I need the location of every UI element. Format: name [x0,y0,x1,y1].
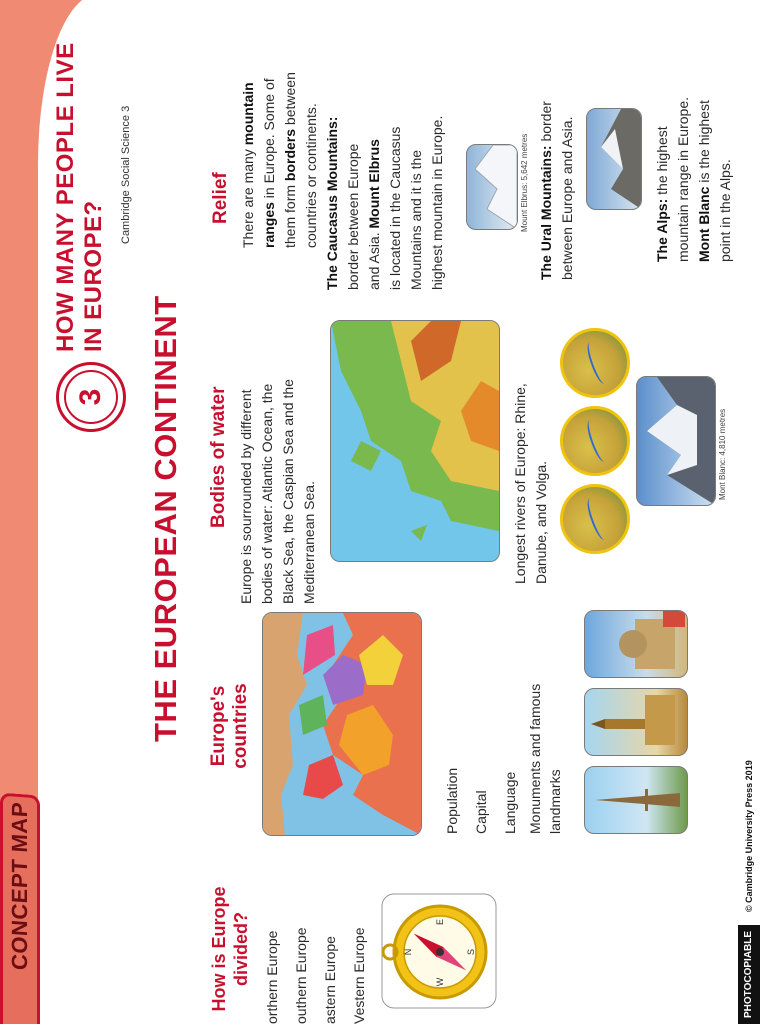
text-run: in Europe. Some of [261,78,277,203]
countries-heading-line2: countries [230,683,251,769]
list-item: Monuments and famous [527,683,543,834]
political-map-image [262,612,422,836]
mount-elbrus-caption: Mount Elbrus: 5,642 metres [520,133,529,232]
concept-map-tab: CONCEPT MAP [0,793,40,1024]
list-item: Language [502,771,518,834]
photocopiable-label: PHOTOCOPIABLE [738,925,760,1024]
alps-line [694,22,715,262]
chapter-title [52,42,108,352]
text-run: them form [282,181,298,248]
main-title: THE EUROPEAN CONTINENT [148,295,183,742]
compass-icon [380,892,498,1010]
relief-heading: Relief [210,172,231,224]
divided-heading-line2: divided? [231,912,251,987]
danube-river-map [560,406,630,476]
compass-n: N [403,948,413,956]
list-item: astern Europe [322,936,338,1024]
alps-line: point in the Alps. [717,159,733,262]
water-text-line: Mediterranean Sea. [301,481,317,604]
text-run-bold: The Caucasus Mountains: [324,116,340,290]
mont-blanc-photo [636,376,716,506]
copyright-text: © Cambridge University Press 2019 [744,760,754,912]
physical-map-image [330,320,500,562]
relief-intro-line [280,16,301,248]
rivers-text-line: Danube, and Volga. [533,461,549,584]
divided-heading-line1: How is Europe [209,886,229,1012]
countries-list [438,684,565,834]
ural-line: between Europe and Asia. [559,116,575,280]
text-run: between [282,72,298,129]
text-run: and Asia. [366,228,382,290]
chapter-title-line2: IN EUROPE? [80,200,107,352]
caucasus-line [364,50,385,290]
rhine-river-map [560,484,630,554]
eiffel-tower-photo [584,766,688,834]
ural-line [536,20,557,280]
compass-e: E [435,918,445,926]
text-run-bold: Mont Blanc [696,186,712,262]
alps-text [652,22,736,262]
countries-heading-line1: Europe's [208,685,229,767]
chapter-badge [56,362,126,432]
text-run: the highest [654,126,670,199]
list-item: Vestern Europe [351,927,367,1024]
rivers-text [510,344,552,584]
book-name: Cambridge Social Science 3 [120,105,132,244]
caucasus-line: is located in the Caucasus [387,126,403,290]
text-run-bold: borders [282,128,298,182]
text-run: is the highest [696,100,712,187]
caucasus-line: Mountains and it is the [408,149,424,290]
chapter-number: 3 [64,370,118,424]
compass-w: W [435,977,445,987]
relief-intro-line [259,16,280,248]
relief-intro-line: countries or continents. [303,103,319,248]
text-run-bold: Mount Elbrus [366,139,382,229]
list-item: Population [444,767,460,834]
text-run-bold: The Alps: [654,198,670,262]
water-text-line: Europe is sourrounded by different [238,389,254,604]
water-text [236,344,320,604]
list-item: outhern Europe [293,927,309,1024]
cathedral-photo [584,610,688,678]
water-text-line: bodies of water: Atlantic Ocean, the [259,383,275,604]
relief-intro [238,16,322,248]
caucasus-line: border between Europe [345,143,361,290]
list-item: landmarks [547,769,563,834]
footer [738,624,768,1024]
divided-list [258,874,374,1024]
countries-heading [208,676,252,776]
text-run-bold: mountain [240,82,256,146]
compass-s: S [466,948,476,956]
divided-section [208,874,374,1024]
mount-elbrus-photo [466,144,518,230]
ural-text [536,20,578,280]
text-run-bold: ranges [261,202,277,248]
caucasus-text [322,50,448,290]
alps-line: mountain range in Europe. [675,97,691,262]
divided-heading [208,874,252,1024]
alps-line [652,22,673,262]
text-run: border [538,101,554,146]
list-item: Capital [473,790,489,834]
list-item: orthern Europe [264,930,280,1024]
water-text-line: Black Sea, the Caspian Sea and the [280,379,296,604]
big-ben-photo [584,688,688,756]
countries-section [208,676,252,776]
relief-intro-line [238,16,259,248]
mont-blanc-caption: Mont Blanc: 4,810 metres [718,408,727,500]
text-run: There are many [240,145,256,248]
ural-mountains-photo [586,108,642,210]
caucasus-line [322,50,343,290]
water-heading: Bodies of water [208,386,229,528]
chapter-title-line1: HOW MANY PEOPLE LIVE [52,42,79,352]
volga-river-map [560,328,630,398]
text-run-bold: The Ural Mountains: [538,145,554,280]
rivers-text-line: Longest rivers of Europe: Rhine, [512,383,528,584]
caucasus-line: highest mountain in Europe. [429,115,445,290]
